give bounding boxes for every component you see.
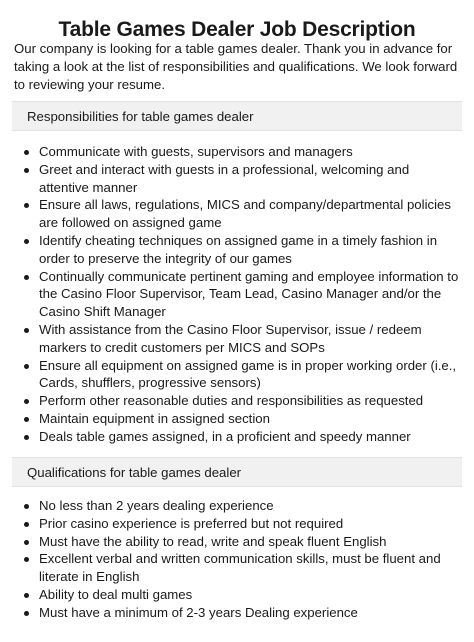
responsibilities-section-header xyxy=(12,101,462,131)
list-item: Perform other reasonable duties and responsibilities as requested xyxy=(22,392,460,410)
list-item: No less than 2 years dealing experience xyxy=(22,497,460,515)
responsibilities-heading: Responsibilities for table games dealer xyxy=(27,109,254,124)
list-item: With assistance from the Casino Floor Supervisor, issue / redeem markers to credit customers per MICS and SOPs xyxy=(22,321,460,357)
list-item: Maintain equipment in assigned section xyxy=(22,410,460,428)
list-item: Ensure all equipment on assigned game is in proper working order (i.e., Cards, shufflers, progressive sensors) xyxy=(22,357,460,393)
list-item: Greet and interact with guests in a professional, welcoming and attentive manner xyxy=(22,161,460,197)
page-title: Table Games Dealer Job Description xyxy=(58,18,416,42)
intro-paragraph: Our company is looking for a table games dealer. Thank you in advance for taking a look at the list of responsibilities and qualifications. We look forward to reviewing your resume. xyxy=(14,41,458,92)
qualifications-list xyxy=(22,497,460,622)
qualifications-heading: Qualifications for table games dealer xyxy=(27,465,242,480)
list-item: Communicate with guests, supervisors and managers xyxy=(22,143,460,161)
list-item: Identify cheating techniques on assigned game in a timely fashion in order to preserve the integrity of our games xyxy=(22,232,460,268)
list-item: Continually communicate pertinent gaming and employee information to the Casino Floor Supervisor, Team Lead, Casino Manager and/or the Casino Shift Manager xyxy=(22,268,460,321)
list-item: Ensure all laws, regulations, MICS and company/departmental policies are followed on assigned game xyxy=(22,196,460,232)
qualifications-section-header xyxy=(12,457,462,487)
list-item: Must have a minimum of 2-3 years Dealing experience xyxy=(22,604,460,622)
list-item: Excellent verbal and written communication skills, must be fluent and literate in English xyxy=(22,550,460,586)
list-item: Ability to deal multi games xyxy=(22,586,460,604)
list-item: Deals table games assigned, in a proficient and speedy manner xyxy=(22,428,460,446)
list-item: Must have the ability to read, write and speak fluent English xyxy=(22,533,460,551)
list-item: Prior casino experience is preferred but not required xyxy=(22,515,460,533)
responsibilities-list xyxy=(22,143,460,446)
